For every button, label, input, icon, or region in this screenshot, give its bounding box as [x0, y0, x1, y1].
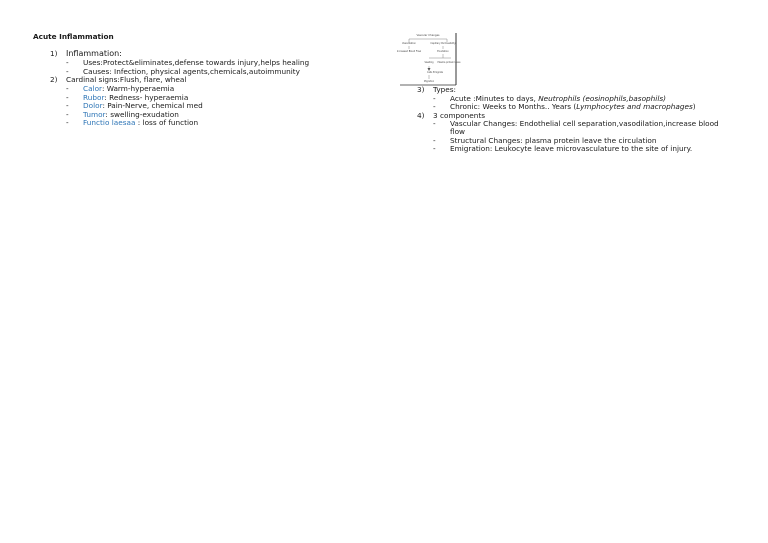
cardinal-sign-desc: : Redness- hyperaemia	[104, 93, 189, 102]
type-desc: Chronic: Weeks to Months.. Years (	[450, 102, 577, 111]
diagram-label: Swelling	[424, 61, 434, 64]
cardinal-sign-term: Functio laesaa	[83, 118, 136, 127]
cardinal-sign-term: Tumor	[83, 110, 106, 119]
diagram-label: Vasodilation	[402, 42, 416, 45]
diagram-label: Exudation	[437, 50, 449, 53]
bullet-dash: -	[66, 118, 69, 127]
diagram-label: Capillary Permeability	[430, 42, 456, 45]
list-heading: Cardinal signs:Flush, flare, wheal	[66, 75, 187, 84]
cardinal-sign-desc: : Pain-Nerve, chemical med	[102, 101, 203, 110]
bullet-dash: -	[433, 136, 436, 145]
cardinal-sign-desc: : Warm-hyperaemia	[101, 84, 175, 93]
page-title: Acute Inflammation	[33, 32, 114, 41]
diagram-label: Increased Blood Flow	[396, 50, 422, 53]
bullet-dash: -	[66, 84, 69, 93]
list-number: 1)	[50, 49, 58, 58]
list-item-continuation: flow	[450, 127, 466, 136]
diagram-label: Plasma protein leave	[437, 61, 461, 64]
bullet-dash: -	[66, 67, 69, 76]
list-item	[450, 103, 696, 112]
cardinal-sign-desc: : swelling-exudation	[105, 110, 179, 119]
list-item: Emigration: Leukocyte leave microvasculature to the site of injury.	[450, 144, 693, 153]
list-number: 2)	[50, 75, 58, 84]
bullet-dash: -	[433, 119, 436, 128]
bullet-dash: -	[66, 101, 69, 110]
list-heading: Types:	[433, 85, 457, 94]
list-item: Causes: Infection, physical agents,chemicals,autoimmunity	[83, 67, 300, 76]
type-close: )	[692, 102, 696, 111]
bullet-dash: -	[66, 58, 69, 67]
list-heading: Inflammation:	[66, 49, 122, 58]
list-item: Uses:Protect&eliminates,defense towards injury,helps healing	[83, 58, 310, 67]
list-number: 3)	[417, 85, 425, 94]
type-cells: Neutrophils (eosinophils,basophils)	[538, 94, 666, 103]
bullet-dash: -	[66, 110, 69, 119]
bullet-dash: -	[433, 94, 436, 103]
type-cells: Lymphocytes and macrophages	[576, 102, 693, 111]
list-item: Vascular Changes: Endothelial cell separation,vasodilation,increase blood	[450, 119, 719, 128]
list-item: Structural Changes: plasma protein leave the circulation	[450, 136, 657, 145]
list-item	[83, 119, 198, 128]
bullet-dash: -	[433, 102, 436, 111]
inflammation-flow-diagram	[396, 31, 461, 87]
cardinal-sign-term: Rubor	[83, 93, 105, 102]
diagram-label: Cells Emigrate	[427, 71, 443, 74]
cardinal-sign-term: Dolor	[83, 101, 103, 110]
diagram-label: Vascular Changes	[416, 34, 440, 37]
bullet-dash: -	[433, 144, 436, 153]
cardinal-sign-term: Calor	[83, 84, 102, 93]
diagram-label: Migration	[423, 80, 435, 83]
cardinal-sign-desc: : loss of function	[135, 118, 199, 127]
type-desc: Acute :Minutes to days,	[450, 94, 539, 103]
list-heading: 3 components	[433, 111, 486, 120]
list-number: 4)	[417, 111, 425, 120]
bullet-dash: -	[66, 93, 69, 102]
